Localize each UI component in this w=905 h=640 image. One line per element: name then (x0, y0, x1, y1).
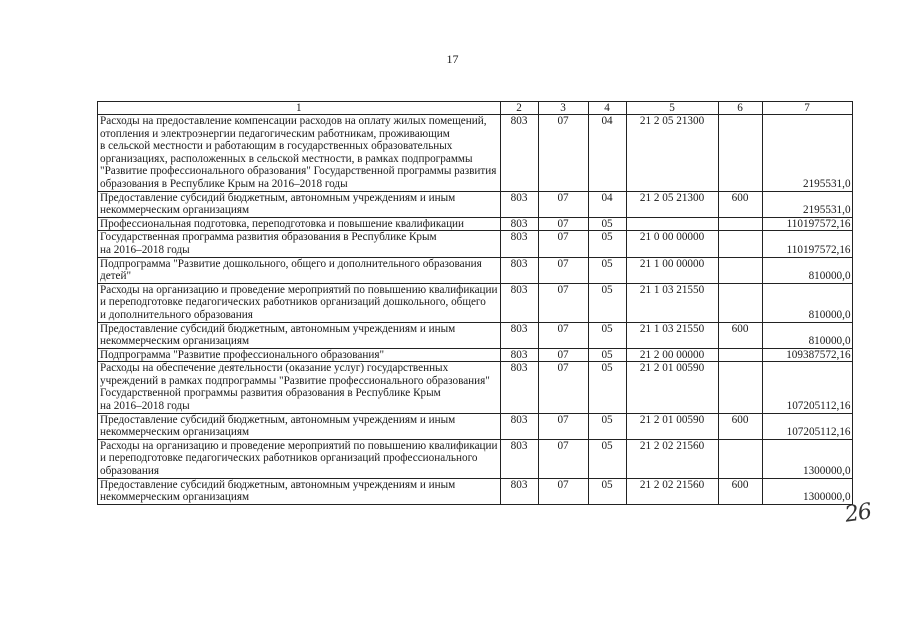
description-line: и переподготовке педагогических работников организаций дошкольного, общего (100, 296, 486, 309)
subsection-code: 05 (588, 257, 626, 283)
row-description (98, 413, 501, 439)
section-code: 07 (538, 283, 588, 322)
header-cell: 6 (718, 102, 762, 115)
expense-type-code (718, 283, 762, 322)
amount: 109387572,16 (762, 348, 852, 362)
section-code: 07 (538, 478, 588, 504)
ministry-code: 803 (500, 231, 538, 257)
amount: 2195531,0 (762, 115, 852, 192)
description-line: Расходы на обеспечение деятельности (оказание услуг) государственных (100, 362, 449, 375)
table-row (98, 478, 853, 504)
description-line: образования (100, 465, 160, 478)
description-line: Профессиональная подготовка, переподготовка и повышение квалификации (100, 217, 465, 230)
description-line: некоммерческим организациям (100, 426, 250, 439)
expense-type-code: 600 (718, 322, 762, 348)
description-line: организациях, расположенных в сельской местности, в рамках подпрограммы (100, 152, 473, 165)
description-line: Государственной программы развития образования в Республике Крым (100, 387, 441, 400)
description-line: "Развитие профессионального образования" Государственной программы развития (100, 165, 497, 178)
expense-type-code: 600 (718, 413, 762, 439)
table-row (98, 348, 853, 362)
description-line: на 2016–2018 годы (100, 243, 190, 256)
amount: 810000,0 (762, 283, 852, 322)
header-cell: 1 (98, 102, 501, 115)
section-code: 07 (538, 191, 588, 217)
description-line: и переподготовке педагогических работников организаций профессионального (100, 452, 478, 465)
description-line: Предоставление субсидий бюджетным, автономным учреждениям и иным (100, 413, 456, 426)
subsection-code: 04 (588, 191, 626, 217)
description-line: Расходы на организацию и проведение мероприятий по повышению квалификации (100, 439, 498, 452)
table-row (98, 257, 853, 283)
section-code: 07 (538, 413, 588, 439)
amount: 110197572,16 (762, 217, 852, 231)
row-description (98, 217, 501, 231)
header-cell: 4 (588, 102, 626, 115)
page-number: 17 (446, 52, 459, 66)
description-line: Предоставление субсидий бюджетным, автономным учреждениям и иным (100, 478, 456, 491)
section-code: 07 (538, 362, 588, 413)
section-code: 07 (538, 257, 588, 283)
table-row (98, 115, 853, 192)
table-row (98, 322, 853, 348)
budget-table (97, 101, 853, 505)
table-row (98, 283, 853, 322)
amount: 810000,0 (762, 322, 852, 348)
description-line: некоммерческим организациям (100, 335, 250, 348)
subsection-code: 05 (588, 322, 626, 348)
ministry-code: 803 (500, 283, 538, 322)
amount: 2195531,0 (762, 191, 852, 217)
ministry-code: 803 (500, 115, 538, 192)
header-cell: 5 (626, 102, 718, 115)
ministry-code: 803 (500, 362, 538, 413)
section-code: 07 (538, 439, 588, 478)
subsection-code: 05 (588, 217, 626, 231)
section-code: 07 (538, 115, 588, 192)
row-description (98, 231, 501, 257)
row-description (98, 283, 501, 322)
expense-type-code (718, 257, 762, 283)
subsection-code: 05 (588, 362, 626, 413)
expense-type-code (718, 217, 762, 231)
ministry-code: 803 (500, 191, 538, 217)
amount: 810000,0 (762, 257, 852, 283)
row-description (98, 362, 501, 413)
expense-type-code (718, 348, 762, 362)
amount: 107205112,16 (762, 413, 852, 439)
description-line: Расходы на предоставление компенсации расходов на оплату жилых помещений, (100, 115, 487, 127)
row-description (98, 478, 501, 504)
header-cell: 7 (762, 102, 852, 115)
subsection-code: 05 (588, 348, 626, 362)
row-description (98, 322, 501, 348)
subsection-code: 04 (588, 115, 626, 192)
description-line: в сельской местности и работающим в государственных образовательных (100, 140, 453, 153)
section-code: 07 (538, 217, 588, 231)
subsection-code: 05 (588, 283, 626, 322)
ministry-code: 803 (500, 257, 538, 283)
section-code: 07 (538, 231, 588, 257)
table-row (98, 413, 853, 439)
table-row (98, 191, 853, 217)
ministry-code: 803 (500, 348, 538, 362)
subsection-code: 05 (588, 478, 626, 504)
description-line: Подпрограмма "Развитие дошкольного, общего и дополнительного образования (100, 257, 482, 270)
row-description (98, 191, 501, 217)
target-article-code: 21 2 00 00000 (626, 348, 718, 362)
target-article-code: 21 1 03 21550 (626, 283, 718, 322)
table-row (98, 231, 853, 257)
target-article-code: 21 2 02 21560 (626, 478, 718, 504)
target-article-code: 21 2 02 21560 (626, 439, 718, 478)
row-description (98, 439, 501, 478)
description-line: отопления и электроэнергии педагогическим работникам, проживающим (100, 127, 450, 140)
ministry-code: 803 (500, 322, 538, 348)
description-line: некоммерческим организациям (100, 491, 250, 504)
target-article-code: 21 1 00 00000 (626, 257, 718, 283)
description-line: учреждений в рамках подпрограммы "Развитие профессионального образования" (100, 374, 490, 387)
target-article-code: 21 0 00 00000 (626, 231, 718, 257)
amount: 107205112,16 (762, 362, 852, 413)
description-line: детей" (100, 270, 132, 283)
ministry-code: 803 (500, 478, 538, 504)
target-article-code: 21 2 05 21300 (626, 191, 718, 217)
target-article-code: 21 2 01 00590 (626, 413, 718, 439)
section-code: 07 (538, 348, 588, 362)
target-article-code: 21 1 03 21550 (626, 322, 718, 348)
target-article-code: 21 2 01 00590 (626, 362, 718, 413)
ministry-code: 803 (500, 413, 538, 439)
amount: 110197572,16 (762, 231, 852, 257)
table-row (98, 362, 853, 413)
row-description (98, 257, 501, 283)
table-row (98, 439, 853, 478)
ministry-code: 803 (500, 217, 538, 231)
subsection-code: 05 (588, 231, 626, 257)
description-line: Предоставление субсидий бюджетным, автономным учреждениям и иным (100, 191, 456, 204)
description-line: Государственная программа развития образования в Республике Крым (100, 231, 437, 244)
expense-type-code (718, 439, 762, 478)
section-code: 07 (538, 322, 588, 348)
table-header-row (98, 102, 853, 115)
amount: 1300000,0 (762, 478, 852, 504)
expense-type-code (718, 231, 762, 257)
row-description (98, 115, 501, 192)
ministry-code: 803 (500, 439, 538, 478)
subsection-code: 05 (588, 439, 626, 478)
description-line: образования в Республике Крым на 2016–2018 годы (100, 177, 348, 190)
header-cell: 3 (538, 102, 588, 115)
description-line: Предоставление субсидий бюджетным, автономным учреждениям и иным (100, 322, 456, 335)
description-line: Расходы на организацию и проведение мероприятий по повышению квалификации (100, 283, 498, 296)
expense-type-code (718, 115, 762, 192)
header-cell: 2 (500, 102, 538, 115)
description-line: Подпрограмма "Развитие профессионального образования" (100, 348, 385, 361)
row-description (98, 348, 501, 362)
target-article-code: 21 2 05 21300 (626, 115, 718, 192)
expense-type-code (718, 362, 762, 413)
description-line: некоммерческим организациям (100, 204, 250, 217)
handwritten-annotation: 26 (843, 499, 873, 528)
description-line: на 2016–2018 годы (100, 400, 190, 413)
amount: 1300000,0 (762, 439, 852, 478)
description-line: и дополнительного образования (100, 308, 253, 321)
subsection-code: 05 (588, 413, 626, 439)
target-article-code (626, 217, 718, 231)
expense-type-code: 600 (718, 478, 762, 504)
table-row (98, 217, 853, 231)
expense-type-code: 600 (718, 191, 762, 217)
